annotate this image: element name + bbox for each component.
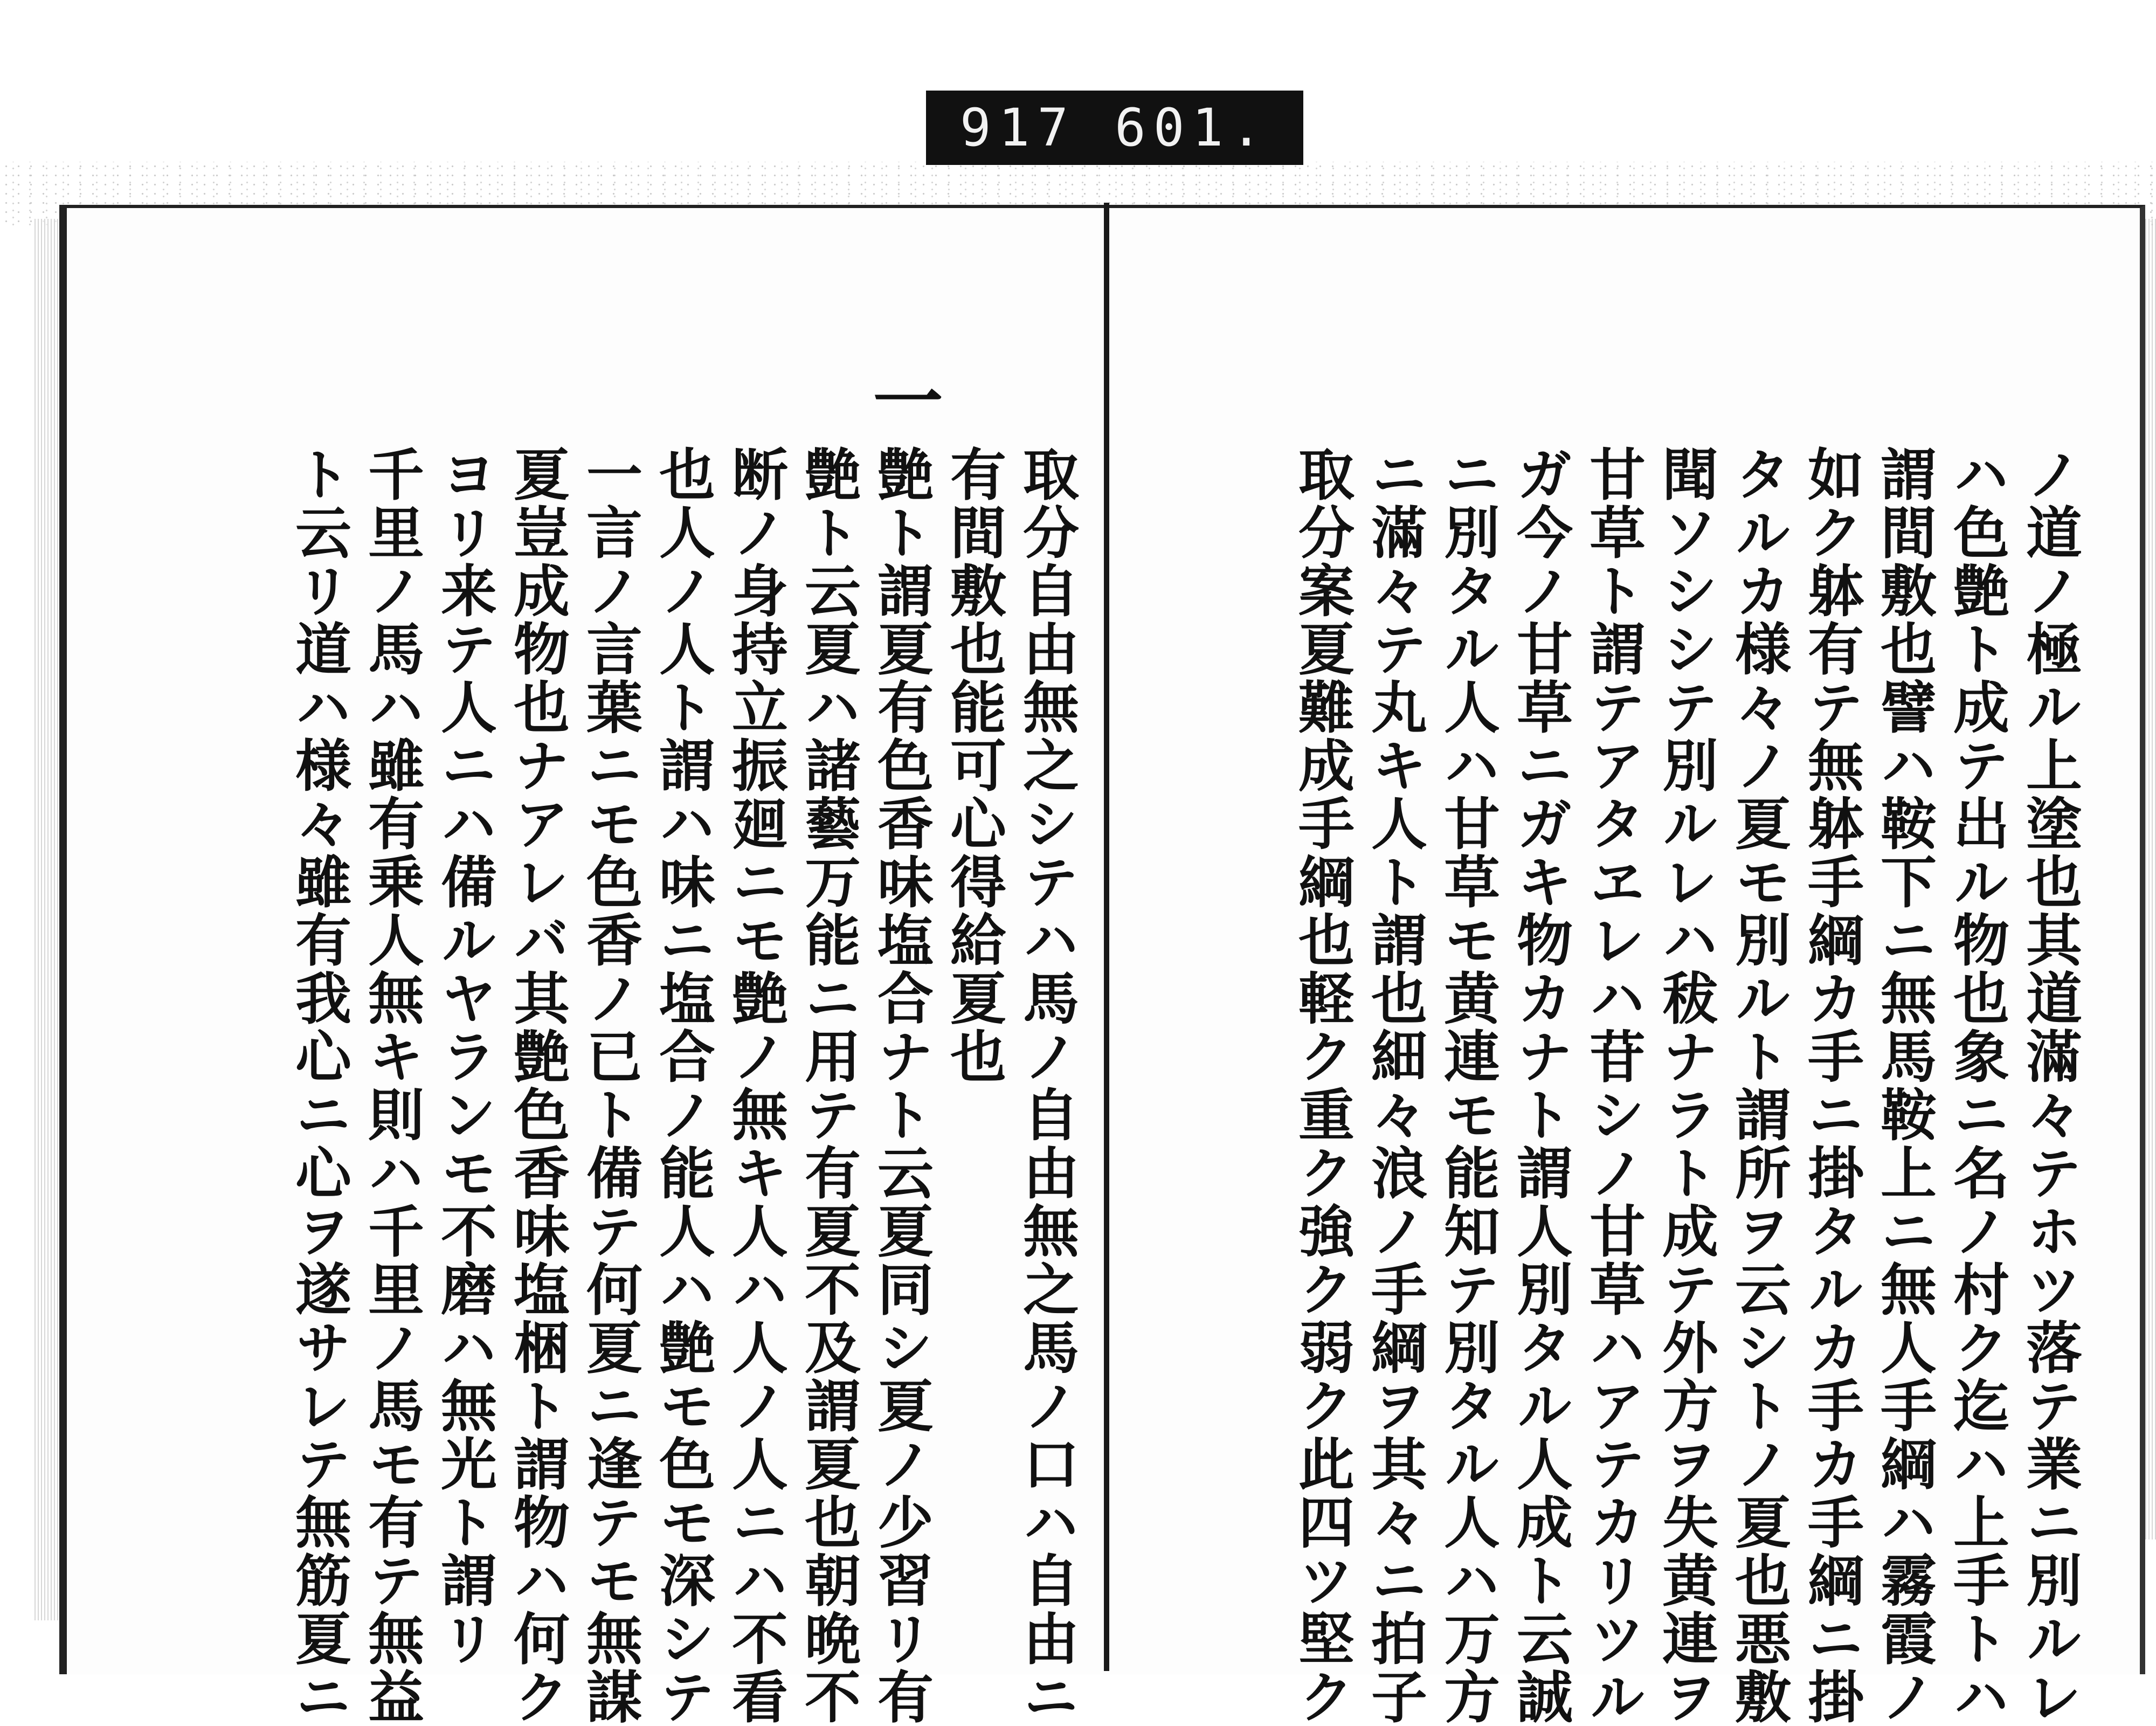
left-column-9: ヨリ来テ人ニハ備ルヤランモ不磨ハ無光ト謂リ (431, 445, 497, 1668)
left-column-7: 一言ノ言葉ニモ色香ノ已ト備テ何夏ニ逢テモ無謀 (577, 445, 643, 1726)
open-book (59, 194, 2151, 1726)
right-column-2: ハ色艶ト成テ出ル物也象ニ名ノ村ク迄ハ上手トハ (1944, 445, 2010, 1726)
right-column-1: ノ道ノ極ル上塗也其道滿々テホツ落テ業ニ別ルレ (2016, 445, 2083, 1726)
left-column-3: 艶ト謂夏有色香味塩合ナト云夏同シ夏ノ少習リ有 (868, 445, 934, 1726)
left-column-1: 取分自由無之シテハ馬ノ自由無之馬ノ口ハ自由ニ (1013, 445, 1080, 1726)
right-page (1116, 205, 2145, 1726)
left-column-11: ト云リ道ハ様々雖有我心ニ心ヲ遂サレテ無筋夏ニ (286, 445, 352, 1726)
left-column-5: 断ノ身持立振廻ニモ艶ノ無キ人ハ人ノ人ニハ不看 (722, 445, 789, 1726)
archive-label-number: 917 601. (959, 98, 1270, 158)
left-column-2: 有間敷也能可心得給夏也 (941, 445, 1007, 1086)
right-column-10: ニ滿々テ丸キ人ト謂也細々浪ノ手綱ヲ其々ニ拍子 (1362, 445, 1428, 1726)
right-column-8: ガ今ノ甘草ニガキ物カナト謂人別タル人成ト云誠 (1507, 445, 1573, 1726)
book-gutter (1104, 203, 1109, 1671)
left-column-6: 也人ノ人ト謂ハ味ニ塩合ノ能人ハ艶モ色モ深シテ (649, 445, 716, 1726)
right-column-6: 聞ソシシテ別ルレハ秡ナラト成テ外方ヲ失黄連ヲ (1653, 445, 1719, 1726)
right-column-5: タルカ様々ノ夏モ別ルト謂所ヲ云シトノ夏也悪敷 (1725, 445, 1792, 1726)
left-column-10: 千里ノ馬ハ雖有乗人無キ則ハ千里ノ馬モ有テ無益 (358, 445, 425, 1726)
right-column-11: 取分案夏難成手綱也軽ク重ク強ク弱ク此四ツ堅ク (1289, 445, 1355, 1726)
left-page (59, 205, 1118, 1726)
right-column-9: ニ別タル人ハ甘草モ黄連モ能知テ別タル人ハ万方 (1434, 445, 1501, 1726)
item-marker: 一 (861, 364, 944, 437)
right-column-7: 甘草ト謂テアタヱレハ苷シノ甘草ハアテカリツル (1580, 445, 1646, 1726)
left-column-8: 夏豈成物也ナアレバ其艶色香味塩梱ト謂物ハ何ク (504, 445, 570, 1726)
left-column-4: 艶ト云夏ハ諸藝万能ニ用テ有夏不及謂夏也朝晩不 (795, 445, 861, 1726)
right-column-4: 如ク躰有テ無躰手綱カ手ニ掛タルカ手カ手綱ニ掛 (1798, 445, 1864, 1726)
right-column-3: 謂間敷也譬ハ鞍下ニ無馬鞍上ニ無人手綱ハ霧霞ノ (1871, 445, 1937, 1726)
archive-label-tag (926, 91, 1303, 165)
